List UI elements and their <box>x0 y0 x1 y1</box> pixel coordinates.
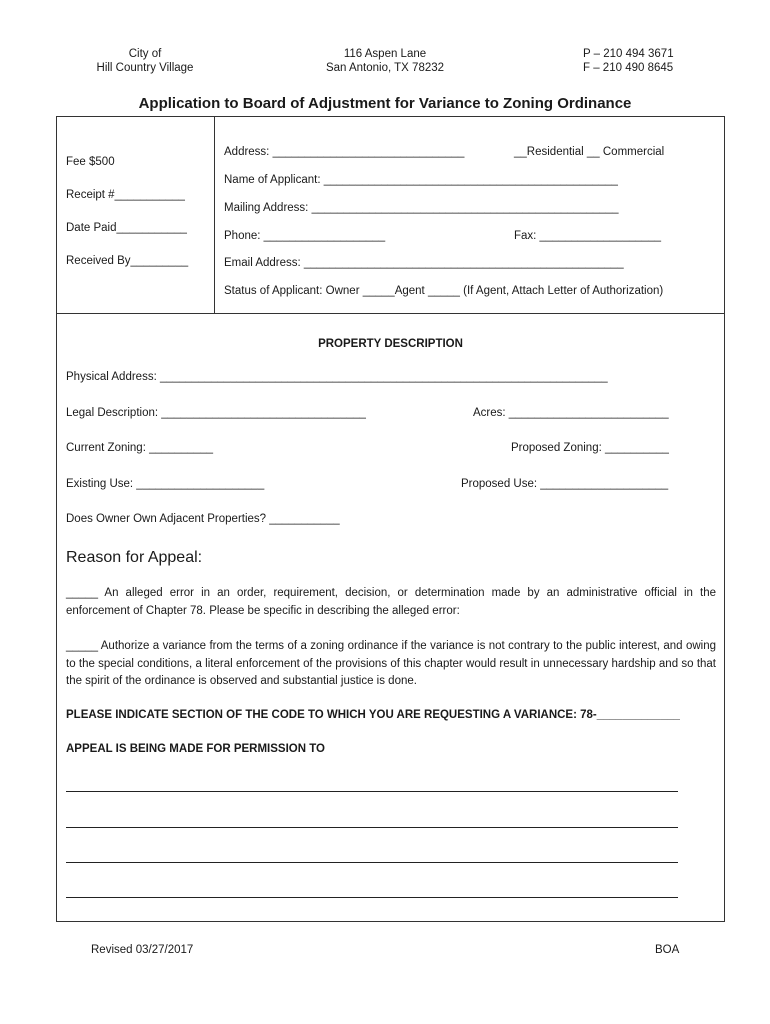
city-name <box>70 48 220 74</box>
response-line[interactable] <box>66 862 678 863</box>
form-code: BOA <box>655 944 680 956</box>
address-line-2: San Antonio, TX 78232 <box>325 62 445 74</box>
fee-label: Fee $500 <box>66 156 115 168</box>
adjacent-properties-field[interactable]: Does Owner Own Adjacent Properties? ___________ <box>66 513 340 525</box>
response-line[interactable] <box>66 791 678 792</box>
address-line-1: 116 Aspen Lane <box>343 48 427 60</box>
fax-field[interactable]: Fax: ___________________ <box>514 230 662 242</box>
receipt-field[interactable]: Receipt #___________ <box>66 189 185 201</box>
response-line[interactable] <box>66 897 678 898</box>
acres-field[interactable]: Acres: _________________________ <box>473 407 669 419</box>
proposed-zoning-field[interactable]: Proposed Zoning: __________ <box>511 442 669 454</box>
current-zoning-field[interactable]: Current Zoning: __________ <box>66 442 214 454</box>
applicant-name-field[interactable]: Name of Applicant: ______________________________________________ <box>224 174 618 186</box>
revised-date: Revised 03/27/2017 <box>91 944 194 956</box>
date-paid-field[interactable]: Date Paid___________ <box>66 222 187 234</box>
response-line[interactable] <box>66 827 678 828</box>
property-description-heading: PROPERTY DESCRIPTION <box>318 338 463 350</box>
reason-heading: Reason for Appeal: <box>66 549 203 566</box>
physical-address-field[interactable]: Physical Address: ______________________________________________________________________ <box>66 371 608 383</box>
city-contact <box>583 48 674 74</box>
city-address <box>305 48 465 74</box>
address-field[interactable]: Address: ______________________________ <box>224 146 465 158</box>
received-by-field[interactable]: Received By_________ <box>66 255 189 267</box>
code-section-field[interactable]: PLEASE INDICATE SECTION OF THE CODE TO WHICH YOU ARE REQUESTING A VARIANCE: 78-_____________ <box>66 709 680 721</box>
email-field[interactable]: Email Address: __________________________________________________ <box>224 257 624 269</box>
appeal-option-variance[interactable]: _____ Authorize a variance from the terms of a zoning ordinance if the variance is not contrary to the public interest, and owing to the special conditions, a literal enforcement of the provisions of this chapter would result in unnecessary hardship and so that the spirit of the ordinance is observed and substantial justice is done. <box>66 640 716 687</box>
applicant-status-field[interactable]: Status of Applicant: Owner _____Agent _____ (If Agent, Attach Letter of Authorization) <box>224 285 664 297</box>
mailing-address-field[interactable]: Mailing Address: ________________________________________________ <box>224 202 619 214</box>
phone-field[interactable]: Phone: ___________________ <box>224 230 386 242</box>
property-type-field[interactable]: __Residential __ Commercial <box>514 146 665 158</box>
city-phone: P – 210 494 3671 <box>583 48 674 60</box>
office-column-divider <box>214 116 215 314</box>
city-line-1: City of <box>128 48 162 60</box>
city-fax: F – 210 490 8645 <box>583 62 674 74</box>
city-line-2: Hill Country Village <box>96 62 194 74</box>
existing-use-field[interactable]: Existing Use: ____________________ <box>66 478 265 490</box>
proposed-use-field[interactable]: Proposed Use: ____________________ <box>461 478 669 490</box>
legal-description-field[interactable]: Legal Description: ________________________________ <box>66 407 366 419</box>
permission-heading: APPEAL IS BEING MADE FOR PERMISSION TO <box>66 743 325 755</box>
section-divider <box>56 313 725 314</box>
appeal-option-error[interactable]: _____ An alleged error in an order, requirement, decision, or determination made by an administrative official in the enforcement of Chapter 78. Please be specific in describing the alleged error: <box>66 587 716 617</box>
page-title: Application to Board of Adjustment for Variance to Zoning Ordinance <box>138 95 632 112</box>
